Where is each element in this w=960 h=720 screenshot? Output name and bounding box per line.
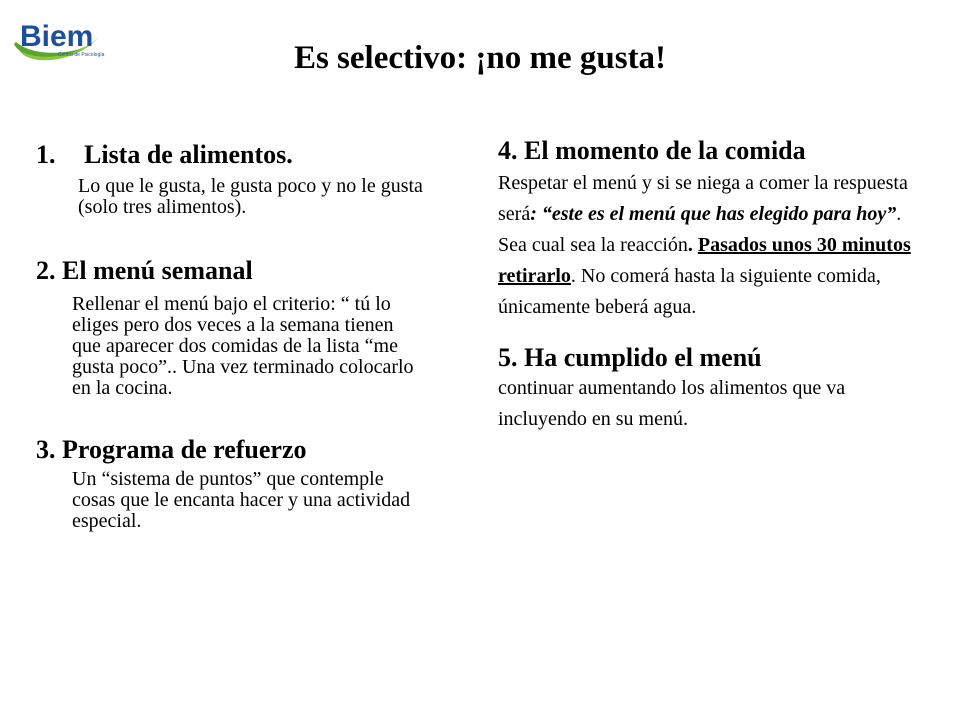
- left-column: [36, 140, 426, 532]
- body-part: . Sea cual sea la reacción: [498, 203, 902, 256]
- section-heading: 4. El momento de la comida: [498, 136, 806, 165]
- section-mealtime: [498, 136, 918, 323]
- section-heading: 3. Programa de refuerzo: [36, 435, 307, 464]
- body-part: .: [687, 234, 698, 256]
- section-body: Rellenar el menú bajo el criterio: “ tú lo eliges pero dos veces a la semana tienen que aparecer dos comidas de la lista “me gusta poco”.. Una vez terminado colocarlo en la cocina.: [72, 293, 414, 399]
- section-heading: [36, 140, 426, 170]
- body-part: . No comerá hasta la siguiente comida, únicamente beberá agua.: [498, 265, 881, 318]
- body-quote: : “este es el menú que has elegido para hoy”: [530, 203, 897, 225]
- section-weekly-menu: [36, 256, 426, 399]
- right-column: [498, 136, 918, 435]
- item-heading: Lista de alimentos.: [84, 140, 293, 169]
- page-title: Es selectivo: ¡no me gusta!: [293, 40, 667, 76]
- section-body: continuar aumentando los alimentos que va incluyendo en su menú.: [498, 377, 846, 430]
- logo-subtext: Centro de Psicología: [58, 52, 105, 58]
- section-body: Un “sistema de puntos” que contemple cosas que le encanta hacer y una actividad especial.: [72, 468, 411, 532]
- section-food-list: [36, 140, 426, 218]
- section-heading: 2. El menú semanal: [36, 256, 253, 285]
- section-reinforcement: [36, 435, 426, 532]
- section-body: [498, 168, 918, 323]
- logo-text: Biem: [20, 20, 94, 53]
- section-body: Lo que le gusta, le gusta poco y no le gusta (solo tres alimentos).: [78, 175, 423, 218]
- item-number: 1.: [36, 140, 56, 169]
- body-part: Respetar el menú y si se niega a comer la respuesta será: [498, 172, 908, 225]
- section-heading: 5. Ha cumplido el menú: [498, 343, 762, 372]
- body-emphasis: Pasados unos 30 minutos retirarlo: [498, 234, 911, 287]
- section-menu-completed: [498, 343, 918, 435]
